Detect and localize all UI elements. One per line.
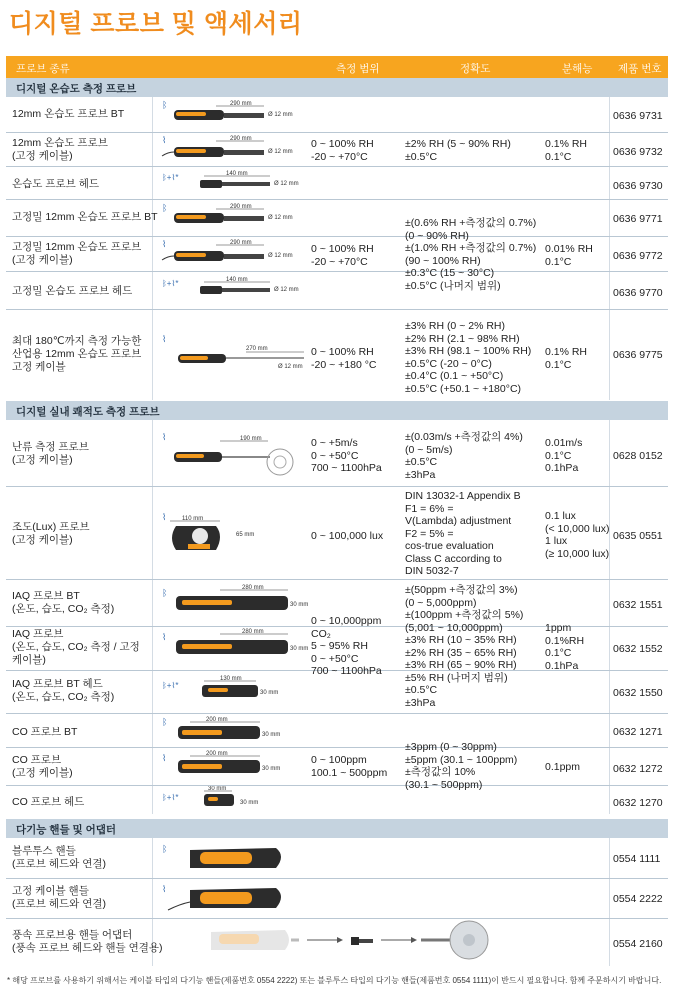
handle-adapter-image (205, 920, 605, 964)
product-code: 0636 9772 (613, 250, 663, 262)
dimension-label: 290 mm (230, 136, 252, 142)
accuracy-text: ±(0.03m/s +측정값의 4%) (0 ~ 5m/s) ±0.5°C ±3hPa (405, 431, 523, 481)
product-code: 0632 1271 (613, 726, 663, 738)
bluetooth-icon: ᛒ (162, 844, 168, 854)
row-divider (6, 878, 668, 879)
dimension-label: Ø 12 mm (278, 364, 303, 370)
column-divider (609, 838, 610, 966)
row-divider (6, 271, 668, 272)
resolution-text: 0.01m/s 0.1°C 0.1hPa (545, 437, 583, 474)
resolution-text: 0.1% RH 0.1°C (545, 138, 588, 163)
dimension-label: 30 mm (240, 800, 259, 806)
column-divider (609, 97, 610, 400)
dimension-label: 280 mm (242, 585, 264, 591)
column-divider (609, 420, 610, 814)
cable-icon: ⌇ (162, 632, 167, 642)
bluetooth-icon: ᛒ (162, 588, 168, 598)
product-name: IAQ 프로브 BT 헤드 (온도, 습도, CO₂ 측정) (12, 678, 115, 703)
probe-iaq-cable-image (160, 628, 310, 664)
dimension-label: 270 mm (246, 346, 268, 352)
table-header (6, 56, 668, 78)
dimension-label: 140 mm (226, 277, 248, 283)
accuracy-text: ±3ppm (0 ~ 30ppm) ±5ppm (30.1 ~ 100ppm) ±측정값의 10% (30.1 ~ 500ppm) (405, 741, 518, 791)
row-divider (6, 199, 668, 200)
header-resolution: 분해능 (562, 63, 593, 75)
product-name (12, 137, 108, 163)
product-code: 0636 9732 (613, 146, 663, 158)
header-code: 제품 번호 (618, 63, 662, 75)
product-name: 고정 케이블 핸들 (프로브 헤드와 연결) (12, 885, 106, 910)
product-code: 0632 1270 (613, 797, 663, 809)
handle-cable-image (160, 880, 300, 916)
product-name: 고정밀 온습도 프로브 헤드 (12, 285, 133, 297)
row-divider (6, 747, 668, 748)
product-name-text: 12mm 온습도 프로브 (고정 케이블) (12, 137, 108, 162)
bluetooth-icon: ᛒ (162, 717, 168, 727)
dimension-label: 110 mm (182, 516, 204, 522)
probe-iaq-head-image (160, 674, 310, 708)
resolution-text: 0.1% RH 0.1°C (545, 346, 588, 371)
resolution-text: 0.01% RH 0.1°C (545, 243, 593, 268)
dimension-label: 130 mm (220, 676, 242, 682)
column-divider (152, 420, 153, 814)
product-code: 0554 2160 (613, 938, 663, 950)
product-name: 고정밀 12mm 온습도 프로브 BT (12, 211, 158, 223)
row-divider (6, 166, 668, 167)
bluetooth-cable-icon: ᛒ+⌇* (162, 173, 179, 182)
probe-bt-image (160, 202, 300, 232)
product-name: 12mm 온습도 프로브 BT (12, 108, 125, 120)
section-title: 디지털 온습도 측정 프로브 (16, 83, 137, 95)
probe-industrial-image (160, 330, 310, 370)
probe-head-image (160, 274, 300, 304)
product-name (12, 241, 141, 267)
product-name: 온습도 프로브 헤드 (12, 178, 99, 190)
cable-icon: ⌇ (162, 884, 167, 894)
dimension-label: 30 mm (290, 646, 309, 652)
row-divider (6, 918, 668, 919)
product-name: 최대 180℃까지 측정 가능한 산업용 12mm 온습도 프로브 고정 케이블 (12, 335, 142, 373)
bluetooth-cable-icon: ᛒ+⌇* (162, 279, 179, 288)
probe-lux-image (160, 508, 300, 558)
product-code: 0554 1111 (613, 853, 661, 865)
resolution-text: 1ppm 0.1%RH 0.1°C 0.1hPa (545, 622, 585, 672)
dimension-label: Ø 12 mm (268, 215, 293, 221)
cable-icon: ⌇ (162, 239, 167, 249)
product-code: 0554 2222 (613, 893, 663, 905)
product-name: CO 프로브 헤드 (12, 796, 85, 808)
dimension-label: Ø 12 mm (268, 149, 293, 155)
cable-icon: ⌇ (162, 334, 167, 344)
product-code: 0636 9770 (613, 287, 663, 299)
section-humidity (6, 78, 668, 97)
product-code: 0636 9731 (613, 110, 663, 122)
accuracy-text: ±(50ppm +측정값의 3%) (0 ~ 5,000ppm) ±(100ppm +측정값의 5%) (5,001 ~ 10,000ppm) ±3% RH (10 ~ 35% RH) ±2% RH (35 ~ 65% RH) ±3% RH (65 ~ 90% RH) ±5% RH (나머지 범위) ±0.5°C ±3hPa (405, 584, 524, 709)
page-title: 디지털 프로브 및 액세서리 (9, 10, 303, 38)
dimension-label: 30 mm (290, 602, 309, 608)
dimension-label: Ø 12 mm (274, 181, 299, 187)
product-name: CO 프로브 (고정 케이블) (12, 754, 73, 779)
dimension-label: 30 mm (260, 690, 279, 696)
row-divider (6, 486, 668, 487)
dimension-label: 290 mm (230, 101, 252, 107)
dimension-label: 190 mm (240, 436, 262, 442)
section-title: 디지털 실내 쾌적도 측정 프로브 (16, 406, 160, 418)
dimension-label: 200 mm (206, 751, 228, 757)
probe-co-head-image (160, 786, 310, 814)
product-code: 0635 0551 (613, 530, 663, 542)
product-code: 0636 9775 (613, 349, 663, 361)
accuracy-text: ±(0.6% RH +측정값의 0.7%) (0 ~ 90% RH) ±(1.0% RH +측정값의 0.7%) (90 ~ 100% RH) ±0.3°C (15 ~ 30°C) ±0.5°C (나머지 범위) (405, 217, 537, 292)
header-accuracy: 정확도 (460, 63, 491, 75)
row-divider (6, 579, 668, 580)
probe-cable-image (160, 134, 300, 164)
product-name: 풍속 프로브용 핸들 어댑터 (풍속 프로브 헤드와 핸들 연결용) (12, 929, 163, 954)
bluetooth-icon: ᛒ (162, 203, 168, 213)
product-name: CO 프로브 BT (12, 726, 78, 738)
dimension-label: Ø 12 mm (268, 112, 293, 118)
cable-icon: ⌇ (162, 753, 167, 763)
product-code: 0636 9771 (613, 213, 663, 225)
product-code: 0632 1550 (613, 687, 663, 699)
product-code: 0628 0152 (613, 450, 663, 462)
row-divider (6, 309, 668, 310)
range-text: 0 ~ 100% RH -20 ~ +70°C (311, 138, 374, 163)
product-name: IAQ 프로브 BT (온도, 습도, CO₂ 측정) (12, 590, 115, 615)
row-divider (6, 785, 668, 786)
accuracy-text: ±2% RH (5 ~ 90% RH) ±0.5°C (405, 138, 511, 163)
dimension-label: 140 mm (226, 171, 248, 177)
range-text: 0 ~ 100% RH -20 ~ +180 °C (311, 346, 377, 371)
accuracy-text: DIN 13032-1 Appendix B F1 = 6% = V(Lambda) adjustment F2 = 5% = cos-true evaluation Class C according to DIN 5032-7 (405, 490, 521, 577)
product-code: 0636 9730 (613, 180, 663, 192)
dimension-label: Ø 12 mm (268, 253, 293, 259)
cable-icon: ⌇ (162, 432, 167, 442)
cable-icon: ⌇ (162, 135, 167, 145)
range-text: 0 ~ 100% RH -20 ~ +70°C (311, 243, 374, 268)
row-divider (6, 236, 668, 237)
range-text: 0 ~ +5m/s 0 ~ +50°C 700 ~ 1100hPa (311, 437, 382, 474)
probe-turbulence-image (160, 428, 300, 478)
accuracy-text: ±3% RH (0 ~ 2% RH) ±2% RH (2.1 ~ 98% RH) ±3% RH (98.1 ~ 100% RH) ±0.5°C (-20 ~ 0°C) ±0.4°C (0.1 ~ +50°C) ±0.5°C (+50.1 ~ +180°C) (405, 320, 532, 395)
product-code: 0632 1272 (613, 763, 663, 775)
range-text: 0 ~ 100ppm 100.1 ~ 500ppm (311, 754, 388, 779)
product-name: IAQ 프로브 (온도, 습도, CO₂ 측정 / 고정 케이블) (12, 628, 140, 666)
section-comfort (6, 401, 668, 420)
product-name-text: 고정밀 12mm 온습도 프로브 (고정 케이블) (12, 241, 142, 266)
dimension-label: 200 mm (206, 717, 228, 723)
probe-head-image (160, 168, 300, 198)
dimension-label: 65 mm (236, 532, 255, 538)
probe-iaq-bt-image (160, 584, 310, 620)
probe-bt-image (160, 99, 300, 129)
probe-co-cable-image (160, 750, 310, 782)
section-handles (6, 819, 668, 838)
dimension-label: 30 mm (262, 766, 281, 772)
probe-co-bt-image (160, 714, 310, 746)
product-code: 0632 1551 (613, 599, 663, 611)
product-name: 블루투스 핸들 (프로브 헤드와 연결) (12, 845, 106, 870)
dimension-label: 30 mm (208, 786, 227, 792)
dimension-label: Ø 12 mm (274, 287, 299, 293)
resolution-text: 0.1ppm (545, 761, 581, 773)
resolution-text: 0.1 lux (< 10,000 lux) 1 lux (≥ 10,000 lux) (545, 510, 610, 560)
bluetooth-cable-icon: ᛒ+⌇* (162, 681, 179, 690)
dimension-label: 290 mm (230, 240, 252, 246)
handle-bt-image (160, 840, 300, 876)
footnote: * 해당 프로브를 사용하기 위해서는 케이블 타입의 다기능 핸들(제품번호 0554 2222) 또는 블루투스 타입의 다기능 핸들(제품번호 0554 1111)이 반드시 필요합니다. 함께 주문하시기 바랍니다. (7, 976, 662, 985)
product-name: 조도(Lux) 프로브 (고정 케이블) (12, 521, 90, 546)
dimension-label: 280 mm (242, 629, 264, 635)
header-range: 측정 범위 (336, 63, 380, 75)
row-divider (6, 132, 668, 133)
range-text: 0 ~ 100,000 lux (311, 530, 384, 542)
section-title: 다기능 핸들 및 어댑터 (16, 824, 117, 836)
range-text: 0 ~ 10,000ppm CO₂ 5 ~ 95% RH 0 ~ +50°C 700 ~ 1100hPa (311, 615, 382, 677)
dimension-label: 30 mm (262, 732, 281, 738)
bluetooth-icon: ᛒ (162, 100, 168, 110)
cable-icon: ⌇ (162, 512, 167, 522)
header-type: 프로브 종류 (16, 63, 70, 75)
product-name: 난류 측정 프로브 (고정 케이블) (12, 441, 89, 466)
probe-cable-image (160, 238, 300, 268)
column-divider (152, 97, 153, 400)
row-divider (6, 713, 668, 714)
dimension-label: 290 mm (230, 204, 252, 210)
product-code: 0632 1552 (613, 643, 663, 655)
bluetooth-cable-icon: ᛒ+⌇* (162, 793, 179, 802)
